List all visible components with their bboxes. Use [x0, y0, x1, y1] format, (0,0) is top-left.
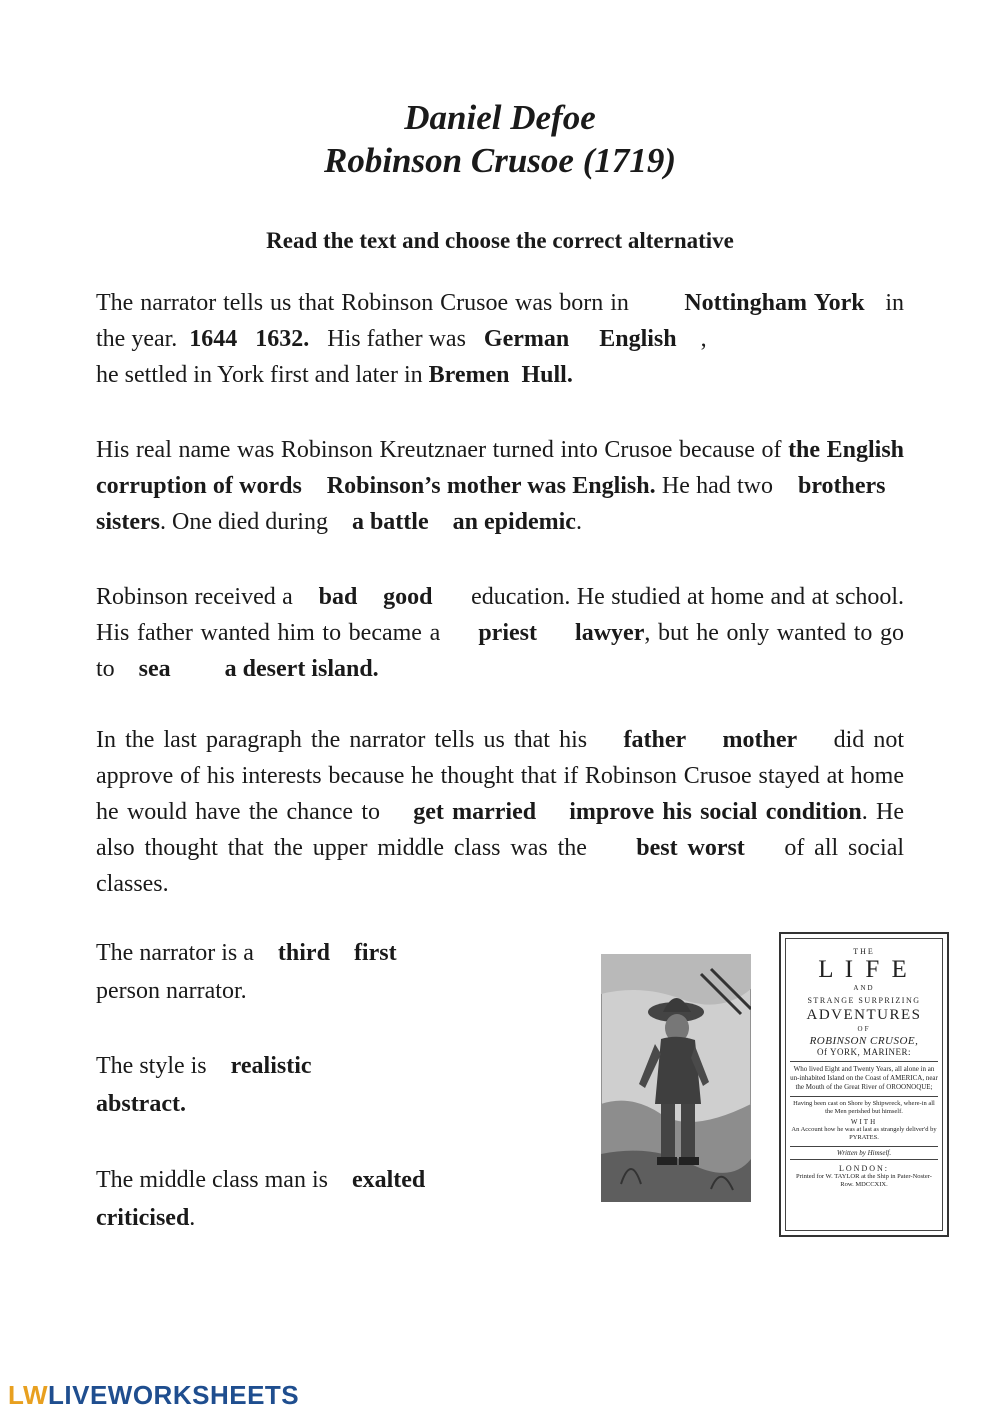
option-english-corruption[interactable]: the English corruption of words	[96, 437, 905, 499]
text: The middle class man is	[96, 1167, 328, 1193]
book-line: STRANGE SURPRIZING	[807, 996, 921, 1005]
text: The style is	[96, 1053, 207, 1079]
option-york[interactable]: York	[813, 290, 865, 316]
option-third[interactable]: third	[277, 940, 330, 966]
text: He had two	[661, 473, 773, 499]
text: in the year.	[96, 290, 905, 352]
option-bremen[interactable]: Bremen	[428, 362, 510, 388]
book-title-page-image	[779, 932, 949, 1237]
book-line: ADVENTURES	[806, 1007, 922, 1023]
text: he settled in York first and later in	[96, 362, 423, 388]
text: The narrator is a	[96, 940, 254, 966]
option-lawyer[interactable]: lawyer	[575, 620, 645, 646]
option-mother-english[interactable]: Robinson’s mother was English.	[326, 473, 656, 499]
book-line: Written by Himself.	[790, 1146, 938, 1160]
book-line: Printed for W. TAYLOR at the Ship in Pater-Noster-Row. MDCCXIX.	[796, 1173, 932, 1188]
option-father[interactable]: father	[623, 727, 687, 753]
option-nottingham[interactable]: Nottingham	[684, 290, 807, 316]
book-line: Who lived Eight and Twenty Years, all alone in an un-inhabited Island on the Coast of AMERICA, near the Mouth of the Great River of OROONOQUE;	[790, 1061, 938, 1092]
option-epidemic[interactable]: an epidemic	[452, 509, 576, 535]
book-line: ROBINSON CRUSOE,	[809, 1035, 919, 1047]
text: The narrator tells us that Robinson Crusoe was born in	[96, 290, 629, 316]
option-1632[interactable]: 1632.	[255, 326, 310, 352]
option-priest[interactable]: priest	[478, 620, 537, 646]
book-line: Having been cast on Shore by Shipwreck, where-in all the Men perished but himself.	[790, 1096, 938, 1116]
option-worst[interactable]: worst	[687, 835, 745, 861]
option-criticised[interactable]: criticised	[96, 1205, 190, 1231]
option-exalted[interactable]: exalted	[351, 1167, 426, 1193]
text: Robinson received a	[96, 584, 293, 610]
book-line: LONDON:	[839, 1164, 889, 1173]
text: .	[189, 1205, 196, 1231]
book-title-page-frame	[785, 938, 943, 1231]
paragraph-name	[96, 432, 904, 540]
text: person narrator.	[96, 978, 247, 1004]
text: . One died during	[159, 509, 328, 535]
option-abstract[interactable]: abstract.	[96, 1091, 186, 1117]
option-get-married[interactable]: get married	[413, 799, 537, 825]
author-title: Daniel Defoe	[404, 98, 596, 137]
question-narrator	[96, 934, 516, 1010]
instruction: Read the text and choose the correct alternative	[266, 228, 734, 253]
paragraph-birth	[96, 285, 904, 393]
book-line: AND	[853, 984, 875, 992]
option-german[interactable]: German	[483, 326, 570, 352]
work-title: Robinson Crusoe (1719)	[323, 141, 677, 180]
text: did not approve of his interests because he thought that if Robinson Crusoe stayed at home he would have the chance to	[96, 727, 905, 825]
option-improve-social-condition[interactable]: improve his social condition	[569, 799, 862, 825]
liveworksheets-logo	[8, 1380, 299, 1411]
text: ,	[700, 326, 707, 352]
option-first[interactable]: first	[353, 940, 397, 966]
book-line: THE	[853, 947, 875, 956]
text: In the last paragraph the narrator tells us that his	[96, 727, 588, 753]
option-bad[interactable]: bad	[318, 584, 358, 610]
text: of all social classes.	[96, 835, 905, 897]
option-battle[interactable]: a battle	[351, 509, 429, 535]
text: , but he only wanted to go to	[96, 620, 905, 682]
option-sea[interactable]: sea	[138, 656, 171, 682]
option-brothers[interactable]: brothers	[797, 473, 886, 499]
liveworksheets-logo-text: LIVEWORKSHEETS	[48, 1380, 300, 1410]
option-sisters[interactable]: sisters	[96, 509, 160, 535]
book-line: WITH	[850, 1118, 878, 1126]
question-style	[96, 1047, 516, 1123]
book-line: OF	[857, 1025, 871, 1033]
text: . He also thought that the upper middle class was the	[96, 799, 905, 861]
option-desert-island[interactable]: a desert island.	[224, 656, 379, 682]
paragraph-education	[96, 579, 904, 687]
option-good[interactable]: good	[383, 584, 433, 610]
book-line: Of YORK, MARINER:	[817, 1047, 911, 1057]
book-line: An Account how he was at last as strangely deliver'd by PYRATES.	[791, 1126, 937, 1141]
crusoe-engraving-image	[601, 954, 751, 1202]
question-middle-class	[96, 1161, 516, 1237]
text: His real name was Robinson Kreutznaer turned into Crusoe because of	[96, 437, 782, 463]
option-english[interactable]: English	[599, 326, 677, 352]
book-line: L I F E	[818, 956, 910, 983]
text: .	[575, 509, 582, 535]
option-hull[interactable]: Hull.	[521, 362, 573, 388]
option-mother[interactable]: mother	[722, 727, 798, 753]
text: education. He studied at home and at school. His father wanted him to became a	[96, 584, 905, 646]
paragraph-father	[96, 722, 904, 902]
option-best[interactable]: best	[636, 835, 678, 861]
option-realistic[interactable]: realistic	[230, 1053, 312, 1079]
option-1644[interactable]: 1644	[189, 326, 238, 352]
liveworksheets-logo-mark: LW	[8, 1380, 48, 1410]
text: His father was	[327, 326, 466, 352]
